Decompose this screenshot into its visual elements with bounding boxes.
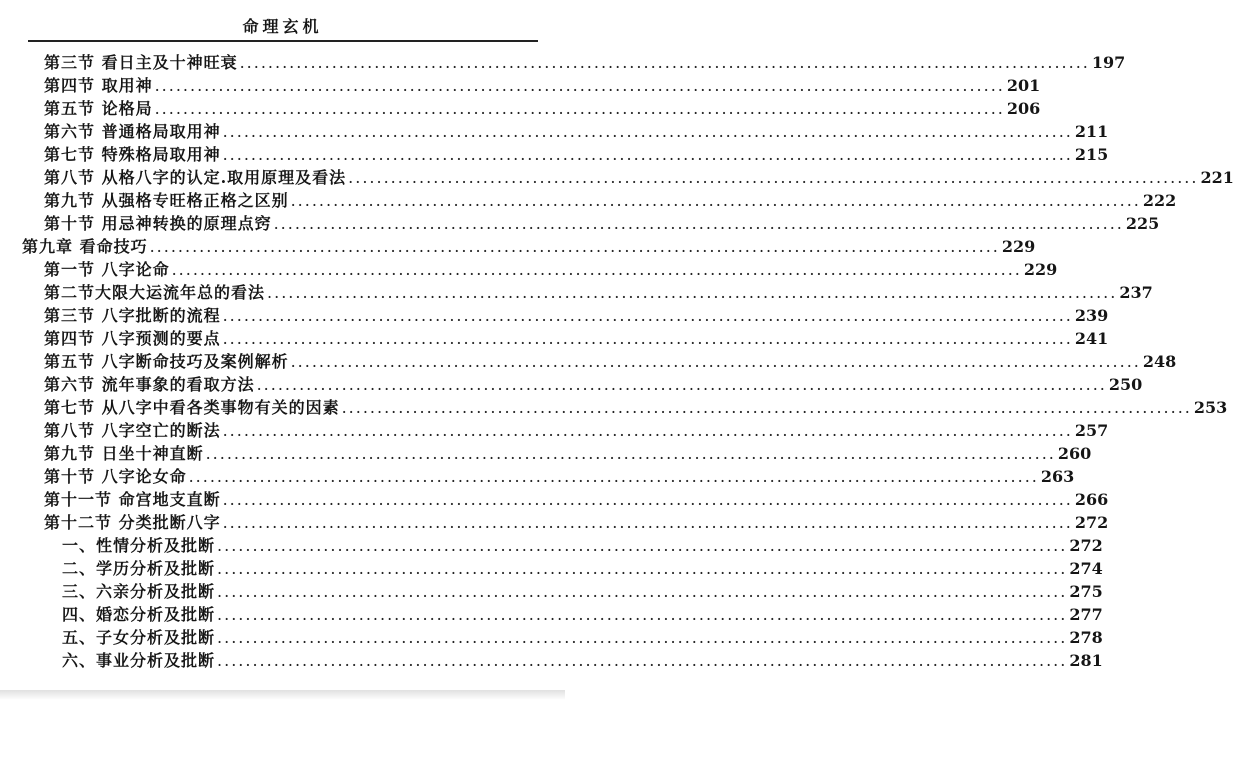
- toc-section-entry[interactable]: [0, 51, 1126, 74]
- header-divider: [28, 40, 538, 42]
- toc-entry-title: 第十节 八字论女命: [44, 467, 187, 486]
- toc-entry-title: 第五节 八字断命技巧及案例解析: [44, 352, 289, 371]
- toc-entry-title: 二、学历分析及批断: [62, 559, 216, 578]
- dot-leader: ........................................................................................................................: [217, 559, 1068, 578]
- toc-section-entry[interactable]: [0, 373, 1143, 396]
- dot-leader: ........................................................................................................................: [217, 536, 1068, 555]
- toc-section-entry[interactable]: [0, 143, 1109, 166]
- toc-page-number: 266: [1074, 490, 1109, 509]
- toc-section-entry[interactable]: [0, 419, 1109, 442]
- toc-item-entry[interactable]: [0, 649, 1103, 672]
- toc-entry-title: 第四节 八字预测的要点: [44, 329, 221, 348]
- toc-entry-title: 第十一节 命宫地支直断: [44, 490, 221, 509]
- toc-section-entry[interactable]: [0, 74, 1041, 97]
- dot-leader: ........................................................................................................................: [348, 168, 1199, 187]
- dot-leader: ........................................................................................................................: [188, 467, 1039, 486]
- dot-leader: ........................................................................................................................: [222, 145, 1073, 164]
- toc-entry-title: 第十二节 分类批断八字: [44, 513, 221, 532]
- dot-leader: ........................................................................................................................: [290, 352, 1141, 371]
- table-of-contents: [0, 51, 1234, 672]
- toc-section-entry[interactable]: [0, 166, 1234, 189]
- toc-entry-title: 第一节 八字论命: [44, 260, 170, 279]
- toc-section-entry[interactable]: [0, 258, 1058, 281]
- toc-entry-title: 第五节 论格局: [44, 99, 153, 118]
- page-title: 命理玄机: [242, 17, 323, 36]
- toc-entry-title: 五、子女分析及批断: [62, 628, 216, 647]
- toc-item-entry[interactable]: [0, 557, 1103, 580]
- dot-leader: ........................................................................................................................: [239, 53, 1090, 72]
- toc-page-number: 225: [1125, 214, 1160, 233]
- toc-page-number: 229: [1001, 237, 1036, 256]
- toc-page-number: 281: [1069, 651, 1103, 670]
- toc-item-entry[interactable]: [0, 626, 1103, 649]
- toc-entry-title: 第四节 取用神: [44, 76, 153, 95]
- toc-page-number: 229: [1023, 260, 1058, 279]
- toc-page-number: 241: [1074, 329, 1109, 348]
- toc-section-entry[interactable]: [0, 488, 1109, 511]
- dot-leader: ........................................................................................................................: [217, 605, 1068, 624]
- toc-page-number: 239: [1074, 306, 1109, 325]
- dot-leader: ........................................................................................................................: [222, 421, 1073, 440]
- toc-entry-title: 一、性情分析及批断: [62, 536, 216, 555]
- toc-page-number: 272: [1074, 513, 1109, 532]
- toc-section-entry[interactable]: [0, 304, 1109, 327]
- toc-page-number: 250: [1108, 375, 1143, 394]
- toc-entry-title: 第九节 从强格专旺格正格之区别: [44, 191, 289, 210]
- toc-section-entry[interactable]: [0, 511, 1109, 534]
- toc-entry-title: 六、事业分析及批断: [62, 651, 216, 670]
- dot-leader: ........................................................................................................................: [217, 651, 1068, 670]
- toc-page-number: 263: [1040, 467, 1075, 486]
- toc-section-entry[interactable]: [0, 212, 1160, 235]
- toc-entry-title: 第六节 流年事象的看取方法: [44, 375, 255, 394]
- toc-section-entry[interactable]: [0, 442, 1092, 465]
- toc-entry-title: 三、六亲分析及批断: [62, 582, 216, 601]
- toc-entry-title: 第七节 特殊格局取用神: [44, 145, 221, 164]
- dot-leader: ........................................................................................................................: [205, 444, 1056, 463]
- toc-section-entry[interactable]: [0, 189, 1177, 212]
- dot-leader: ........................................................................................................................: [222, 329, 1073, 348]
- dot-leader: ........................................................................................................................: [273, 214, 1124, 233]
- toc-page-number: 248: [1142, 352, 1177, 371]
- toc-entry-title: 第二节大限大运流年总的看法: [44, 283, 266, 302]
- toc-page-number: 215: [1074, 145, 1109, 164]
- toc-page-number: 272: [1069, 536, 1103, 555]
- dot-leader: ........................................................................................................................: [256, 375, 1107, 394]
- toc-entry-title: 第九节 日坐十神直断: [44, 444, 204, 463]
- toc-page-number: 197: [1091, 53, 1126, 72]
- dot-leader: ........................................................................................................................: [222, 513, 1073, 532]
- toc-page-number: 277: [1069, 605, 1103, 624]
- dot-leader: ........................................................................................................................: [171, 260, 1022, 279]
- toc-entry-title: 第九章 看命技巧: [22, 237, 148, 256]
- toc-entry-title: 四、婚恋分析及批断: [62, 605, 216, 624]
- dot-leader: ........................................................................................................................: [267, 283, 1118, 302]
- toc-section-entry[interactable]: [0, 120, 1109, 143]
- toc-page-number: 253: [1193, 398, 1228, 417]
- toc-page-number: 201: [1006, 76, 1041, 95]
- dot-leader: ........................................................................................................................: [154, 76, 1005, 95]
- dot-leader: ........................................................................................................................: [217, 582, 1068, 601]
- toc-entry-title: 第八节 从格八字的认定.取用原理及看法: [44, 168, 347, 187]
- toc-page-number: 237: [1119, 283, 1153, 302]
- page-header: [0, 0, 565, 46]
- toc-page-number: 206: [1006, 99, 1041, 118]
- toc-entry-title: 第八节 八字空亡的断法: [44, 421, 221, 440]
- toc-entry-title: 第三节 看日主及十神旺衰: [44, 53, 238, 72]
- dot-leader: ........................................................................................................................: [290, 191, 1141, 210]
- toc-page-number: 222: [1142, 191, 1177, 210]
- toc-section-entry[interactable]: [0, 350, 1177, 373]
- toc-page-number: 275: [1069, 582, 1103, 601]
- toc-entry-title: 第三节 八字批断的流程: [44, 306, 221, 325]
- toc-entry-title: 第六节 普通格局取用神: [44, 122, 221, 141]
- page-fold-shadow: [0, 690, 565, 700]
- toc-page-number: 260: [1057, 444, 1092, 463]
- dot-leader: ........................................................................................................................: [222, 122, 1073, 141]
- toc-section-entry[interactable]: [0, 327, 1109, 350]
- toc-page-number: 278: [1069, 628, 1103, 647]
- toc-entry-title: 第十节 用忌神转换的原理点窍: [44, 214, 272, 233]
- toc-page-number: 257: [1074, 421, 1109, 440]
- toc-section-entry[interactable]: [0, 396, 1228, 419]
- toc-chapter-entry[interactable]: [0, 235, 1036, 258]
- dot-leader: ........................................................................................................................: [341, 398, 1192, 417]
- dot-leader: ........................................................................................................................: [154, 99, 1005, 118]
- toc-section-entry[interactable]: [0, 97, 1041, 120]
- toc-page-number: 211: [1074, 122, 1109, 141]
- dot-leader: ........................................................................................................................: [222, 490, 1073, 509]
- toc-section-entry[interactable]: [0, 465, 1075, 488]
- toc-item-entry[interactable]: [0, 534, 1103, 557]
- dot-leader: ........................................................................................................................: [217, 628, 1068, 647]
- dot-leader: ........................................................................................................................: [149, 237, 1000, 256]
- toc-item-entry[interactable]: [0, 603, 1103, 626]
- toc-entry-title: 第七节 从八字中看各类事物有关的因素: [44, 398, 340, 417]
- toc-page-number: 221: [1200, 168, 1234, 187]
- dot-leader: ........................................................................................................................: [222, 306, 1073, 325]
- toc-page-number: 274: [1069, 559, 1103, 578]
- toc-item-entry[interactable]: [0, 580, 1103, 603]
- toc-section-entry[interactable]: [0, 281, 1153, 304]
